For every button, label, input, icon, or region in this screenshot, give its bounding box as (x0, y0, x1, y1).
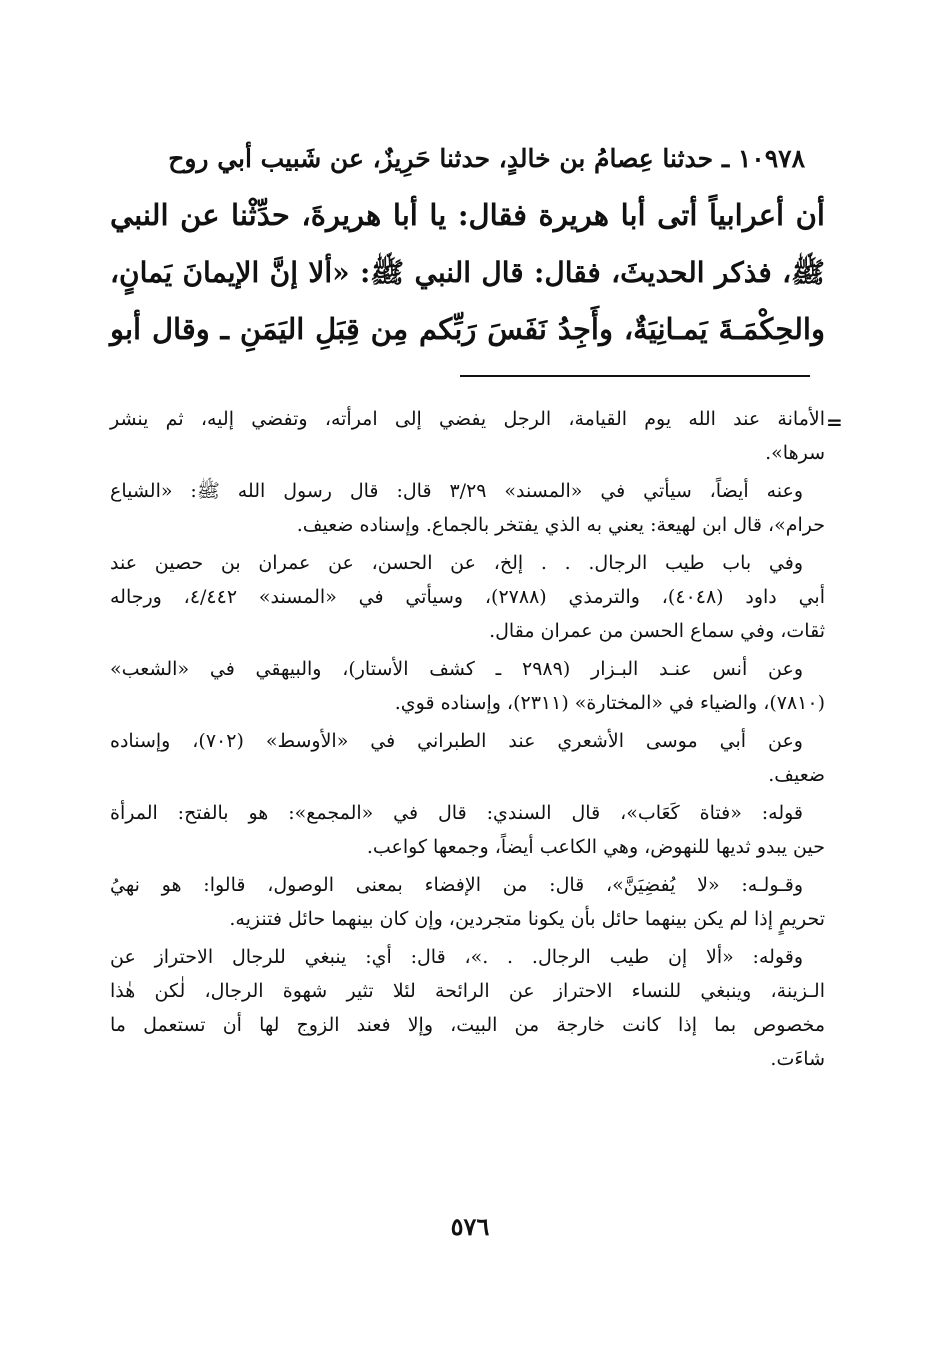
footnote-line: وفي باب طيب الرجال. . . إلخ، عن الحسن، عن عمران بن حصين عند (110, 552, 803, 574)
footnote-paragraph (110, 402, 825, 470)
footnote-line: حرام»، قال ابن لهيعة: يعني به الذي يفتخر بالجماع. وإسناده ضعيف. (296, 514, 825, 536)
footnote-line: وعنه أيضاً، سيأتي في «المسند» ٣/٢٩ قال: قال رسول الله ﷺ: «الشياع (110, 480, 803, 502)
hadith-line-2: أن أعرابياً أتى أبا هريرة فقال: يا أبا هريرةَ، حدِّثْنا عن النبي (110, 198, 825, 232)
footnote-line: ثقات، وفي سماع الحسن من عمران مقال. (489, 620, 825, 642)
footnote-line: شاءَت. (770, 1048, 825, 1070)
footnote-line: (٧٨١٠)، والضياء في «المختارة» (٢٣١١)، وإسناده قوي. (394, 692, 825, 714)
footnote-line: أبي داود (٤٠٤٨)، والترمذي (٢٧٨٨)، وسيأتي في «المسند» ٤/٤٤٢، ورجاله (110, 586, 825, 608)
footnote-line: الـزينة، وينبغي للنساء الاحتراز عن الرائحة لئلا تثير شهوة الرجال، لٰكن هٰذا (110, 980, 825, 1002)
footnote-paragraph (110, 474, 825, 542)
footnote-line: وعن أبي موسى الأشعري عند الطبراني في «الأوسط» (٧٠٢)، وإسناده (110, 730, 803, 752)
footnote-line: وقوله: «ألا إن طيب الرجال. . .»، قال: أي: ينبغي للرجال الاحتراز عن (110, 946, 803, 968)
footnote-line: تحريمٍ إذا لم يكن بينهما حائل بأن يكونا متجردين، وإن كان بينهما حائل فتنزيه. (229, 908, 825, 930)
footnotes (110, 402, 825, 1080)
footnote-line: حين يبدو ثديها للنهوض، وهي الكاعب أيضاً، وجمعها كواعب. (366, 836, 825, 858)
footnote-line: ضعيف. (768, 764, 825, 786)
footnote-line: مخصوص بما إذا كانت خارجة من البيت، وإلا فعند الزوج لها أن تستعمل ما (110, 1014, 825, 1036)
footnote-paragraph (110, 724, 825, 792)
page-number: ٥٧٦ (450, 1212, 490, 1241)
hadith-line-4: والحِكْمَـةَ يَمـانِيَةٌ، وأَجِدُ نَفَسَ رَبِّكم مِن قِبَلِ اليَمَنِ ـ وقال أبو (110, 312, 825, 346)
footnote-paragraph (110, 940, 825, 1076)
footnote-line: وقـولـه: «لا يُفضِيَنَّ»، قال: من الإفضاء بمعنى الوصول، قالوا: هو نهيُ (110, 874, 803, 896)
hadith-text (110, 130, 825, 358)
footnote-paragraph (110, 868, 825, 936)
continuation-mark: = (826, 410, 843, 434)
hadith-line-3: ﷺ، فذكر الحديثَ، فقال: قال النبي ﷺ: «ألا إنَّ الإيمانَ يَمانٍ، (110, 256, 826, 289)
footnote-line: الأمانة عند الله يوم القيامة، الرجل يفضي إلى امرأته، وتفضي إليه، ثم ينشر (110, 408, 825, 430)
hadith-line-1: ١٠٩٧٨ ـ حدثنا عِصامُ بن خالدٍ، حدثنا حَرِيزٌ، عن شَبيب أبي روح (168, 144, 805, 173)
footnote-line: سرها». (765, 442, 825, 464)
footnote-paragraph (110, 796, 825, 864)
footnote-paragraph (110, 546, 825, 648)
footnote-divider (460, 375, 810, 377)
footnote-line: قوله: «فتاة كَعَاب»، قال السندي: قال في «المجمع»: هو بالفتح: المرأة (110, 802, 803, 824)
footnote-line: وعن أنس عنـد البـزار (٢٩٨٩ ـ كشف الأستار)، والبيهقي في «الشعب» (110, 658, 803, 680)
footnote-paragraph (110, 652, 825, 720)
